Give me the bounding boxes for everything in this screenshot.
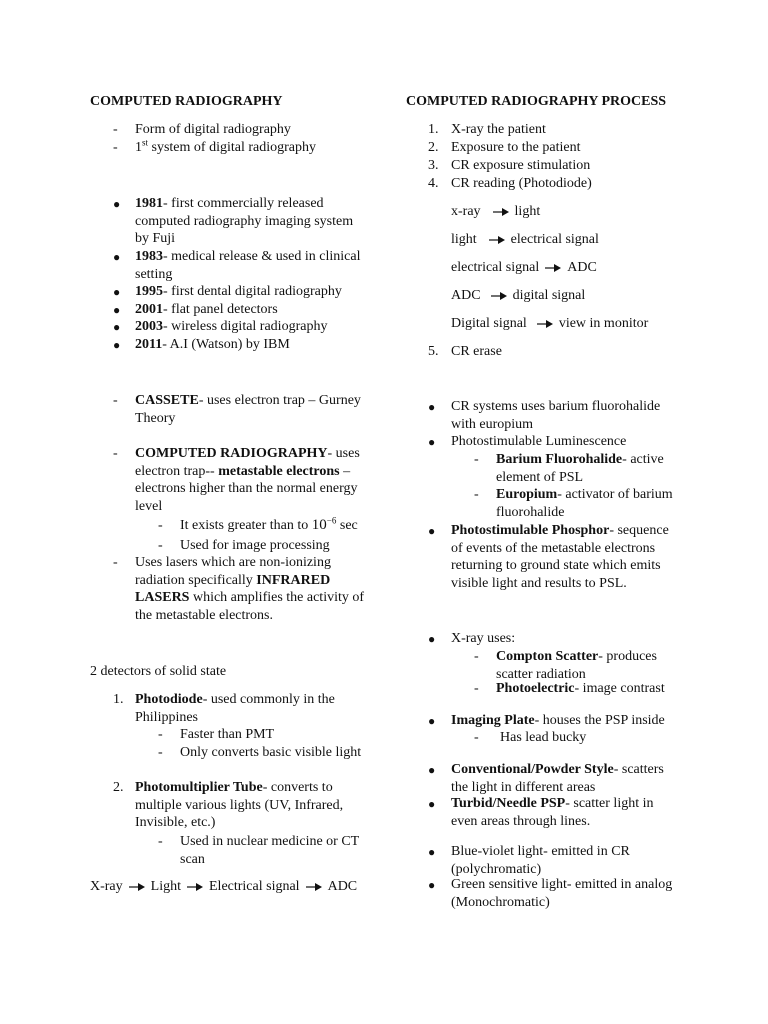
arrow-right-icon (545, 264, 561, 272)
left-title: COMPUTED RADIOGRAPHY (90, 94, 283, 109)
bullet: ● (428, 714, 436, 728)
step-4: CR reading (Photodiode) (451, 176, 592, 191)
dash-marker: - (158, 538, 163, 553)
timeline-2011: 2011- A.I (Watson) by IBM (135, 337, 290, 352)
arrow-right-icon (306, 883, 322, 891)
lasers-item: Uses lasers which are non-ionizing radiation specifically INFRARED LASERS which amplifies the activity of the metastable electrons. (135, 555, 365, 623)
number-marker: 1. (428, 122, 439, 137)
psl-title: Photostimulable Luminescence (451, 434, 627, 449)
step-3: CR exposure stimulation (451, 158, 591, 173)
chain-item: Light (150, 879, 181, 894)
bullet: ● (428, 632, 436, 646)
bullet: ● (113, 285, 121, 299)
cr-definition: COMPUTED RADIOGRAPHY- uses electron trap-- metastable electrons – electrons higher than the normal energy level (135, 446, 360, 514)
bullet: ● (428, 797, 436, 811)
bullet: ● (428, 845, 436, 859)
phosphor-item: Photostimulable Phosphor- sequence of events of the metastable electrons returning to ground state which emits visible light and results to PSL. (451, 523, 669, 591)
light-green: Green sensitive light- emitted in analog (Monochromatic) (451, 877, 673, 910)
xray-use-1: Compton Scatter- produces scatter radiation (496, 649, 657, 682)
dash-marker: - (158, 727, 163, 742)
dash-marker: - (158, 834, 163, 849)
flow-5: Digital signal view in monitor (451, 316, 649, 331)
arrow-right-icon (489, 236, 505, 244)
dash-marker: - (474, 649, 479, 664)
pmt-sub-1: Used in nuclear medicine or CT scan (180, 834, 359, 867)
imaging-plate-item: Imaging Plate- houses the PSP inside (451, 713, 665, 728)
photodiode-sub-1: Faster than PMT (180, 727, 275, 742)
bullet: ● (113, 338, 121, 352)
bullet: ● (113, 197, 121, 211)
bullet: ● (113, 303, 121, 317)
photodiode-sub-2: Only converts basic visible light (180, 745, 362, 760)
number-marker: 4. (428, 176, 439, 191)
style-needle: Turbid/Needle PSP- scatter light in even areas through lines. (451, 796, 654, 829)
definition-1: Form of digital radiography (135, 122, 291, 137)
imaging-plate-sub: Has lead bucky (500, 730, 587, 745)
timeline-1981: 1981- first commercially released computed radiography imaging system by Fuji (135, 196, 354, 246)
psl-sub-1: Barium Fluorohalide- active element of PSL (496, 452, 664, 485)
arrow-right-icon (537, 320, 553, 328)
flow-4: ADC digital signal (451, 288, 586, 303)
timeline-2001: 2001- flat panel detectors (135, 302, 278, 317)
detector-pmt: Photomultiplier Tube- converts to multiple various lights (UV, Infrared, Invisible, etc.) (135, 780, 344, 830)
step-1: X-ray the patient (451, 122, 546, 137)
dash-marker: - (474, 681, 479, 696)
barium-item: CR systems uses barium fluorohalide with europium (451, 399, 661, 432)
timeline-2003: 2003- wireless digital radiography (135, 319, 328, 334)
chain-item: ADC (327, 879, 358, 894)
detectors-heading: 2 detectors of solid state (90, 664, 227, 679)
light-blue-violet: Blue-violet light- emitted in CR (polychromatic) (451, 844, 630, 877)
bullet: ● (113, 320, 121, 334)
dash-marker: - (158, 518, 163, 533)
flow-3: electrical signal ADC (451, 260, 597, 275)
flow-2: light electrical signal (451, 232, 599, 247)
arrow-right-icon (493, 208, 509, 216)
dash-marker: - (474, 730, 479, 745)
timeline-1995: 1995- first dental digital radiography (135, 284, 342, 299)
dash-marker: - (113, 122, 118, 137)
dash-marker: - (113, 140, 118, 155)
style-powder: Conventional/Powder Style- scatters the light in different areas (451, 762, 664, 795)
timeline-1983: 1983- medical release & used in clinical setting (135, 249, 361, 282)
number-marker: 5. (428, 344, 439, 359)
dash-marker: - (113, 446, 118, 461)
cr-sub-1: It exists greater than to $10^{-6}$ sec (180, 515, 358, 533)
xray-uses-title: X-ray uses: (451, 631, 516, 646)
dash-marker: - (113, 555, 118, 570)
bullet: ● (113, 250, 121, 264)
arrow-right-icon (491, 292, 507, 300)
step-2: Exposure to the patient (451, 140, 581, 155)
signal-chain (90, 878, 357, 896)
number-marker: 3. (428, 158, 439, 173)
bullet: ● (428, 524, 436, 538)
number-marker: 2. (113, 780, 124, 795)
right-title: COMPUTED RADIOGRAPHY PROCESS (406, 94, 667, 109)
cassete-item: CASSETE- uses electron trap – Gurney Theory (135, 393, 361, 426)
dash-marker: - (474, 487, 479, 502)
step-5: CR erase (451, 344, 502, 359)
dash-marker: - (113, 393, 118, 408)
detector-photodiode: Photodiode- used commonly in the Philippines (135, 692, 335, 725)
chain-item: X-ray (90, 879, 123, 894)
number-marker: 1. (113, 692, 124, 707)
dash-marker: - (474, 452, 479, 467)
definition-2: 1st system of digital radiography (135, 137, 316, 155)
dash-marker: - (158, 745, 163, 760)
number-marker: 2. (428, 140, 439, 155)
xray-use-2: Photoelectric- image contrast (496, 681, 665, 696)
bullet: ● (428, 400, 436, 414)
chain-item: Electrical signal (209, 879, 300, 894)
arrow-right-icon (129, 883, 145, 891)
bullet: ● (428, 435, 436, 449)
psl-sub-2: Europium- activator of barium fluorohalide (496, 487, 673, 520)
flow-1: x-ray light (451, 204, 541, 219)
cr-sub-2: Used for image processing (180, 538, 330, 553)
bullet: ● (428, 763, 436, 777)
bullet: ● (428, 878, 436, 892)
arrow-right-icon (187, 883, 203, 891)
